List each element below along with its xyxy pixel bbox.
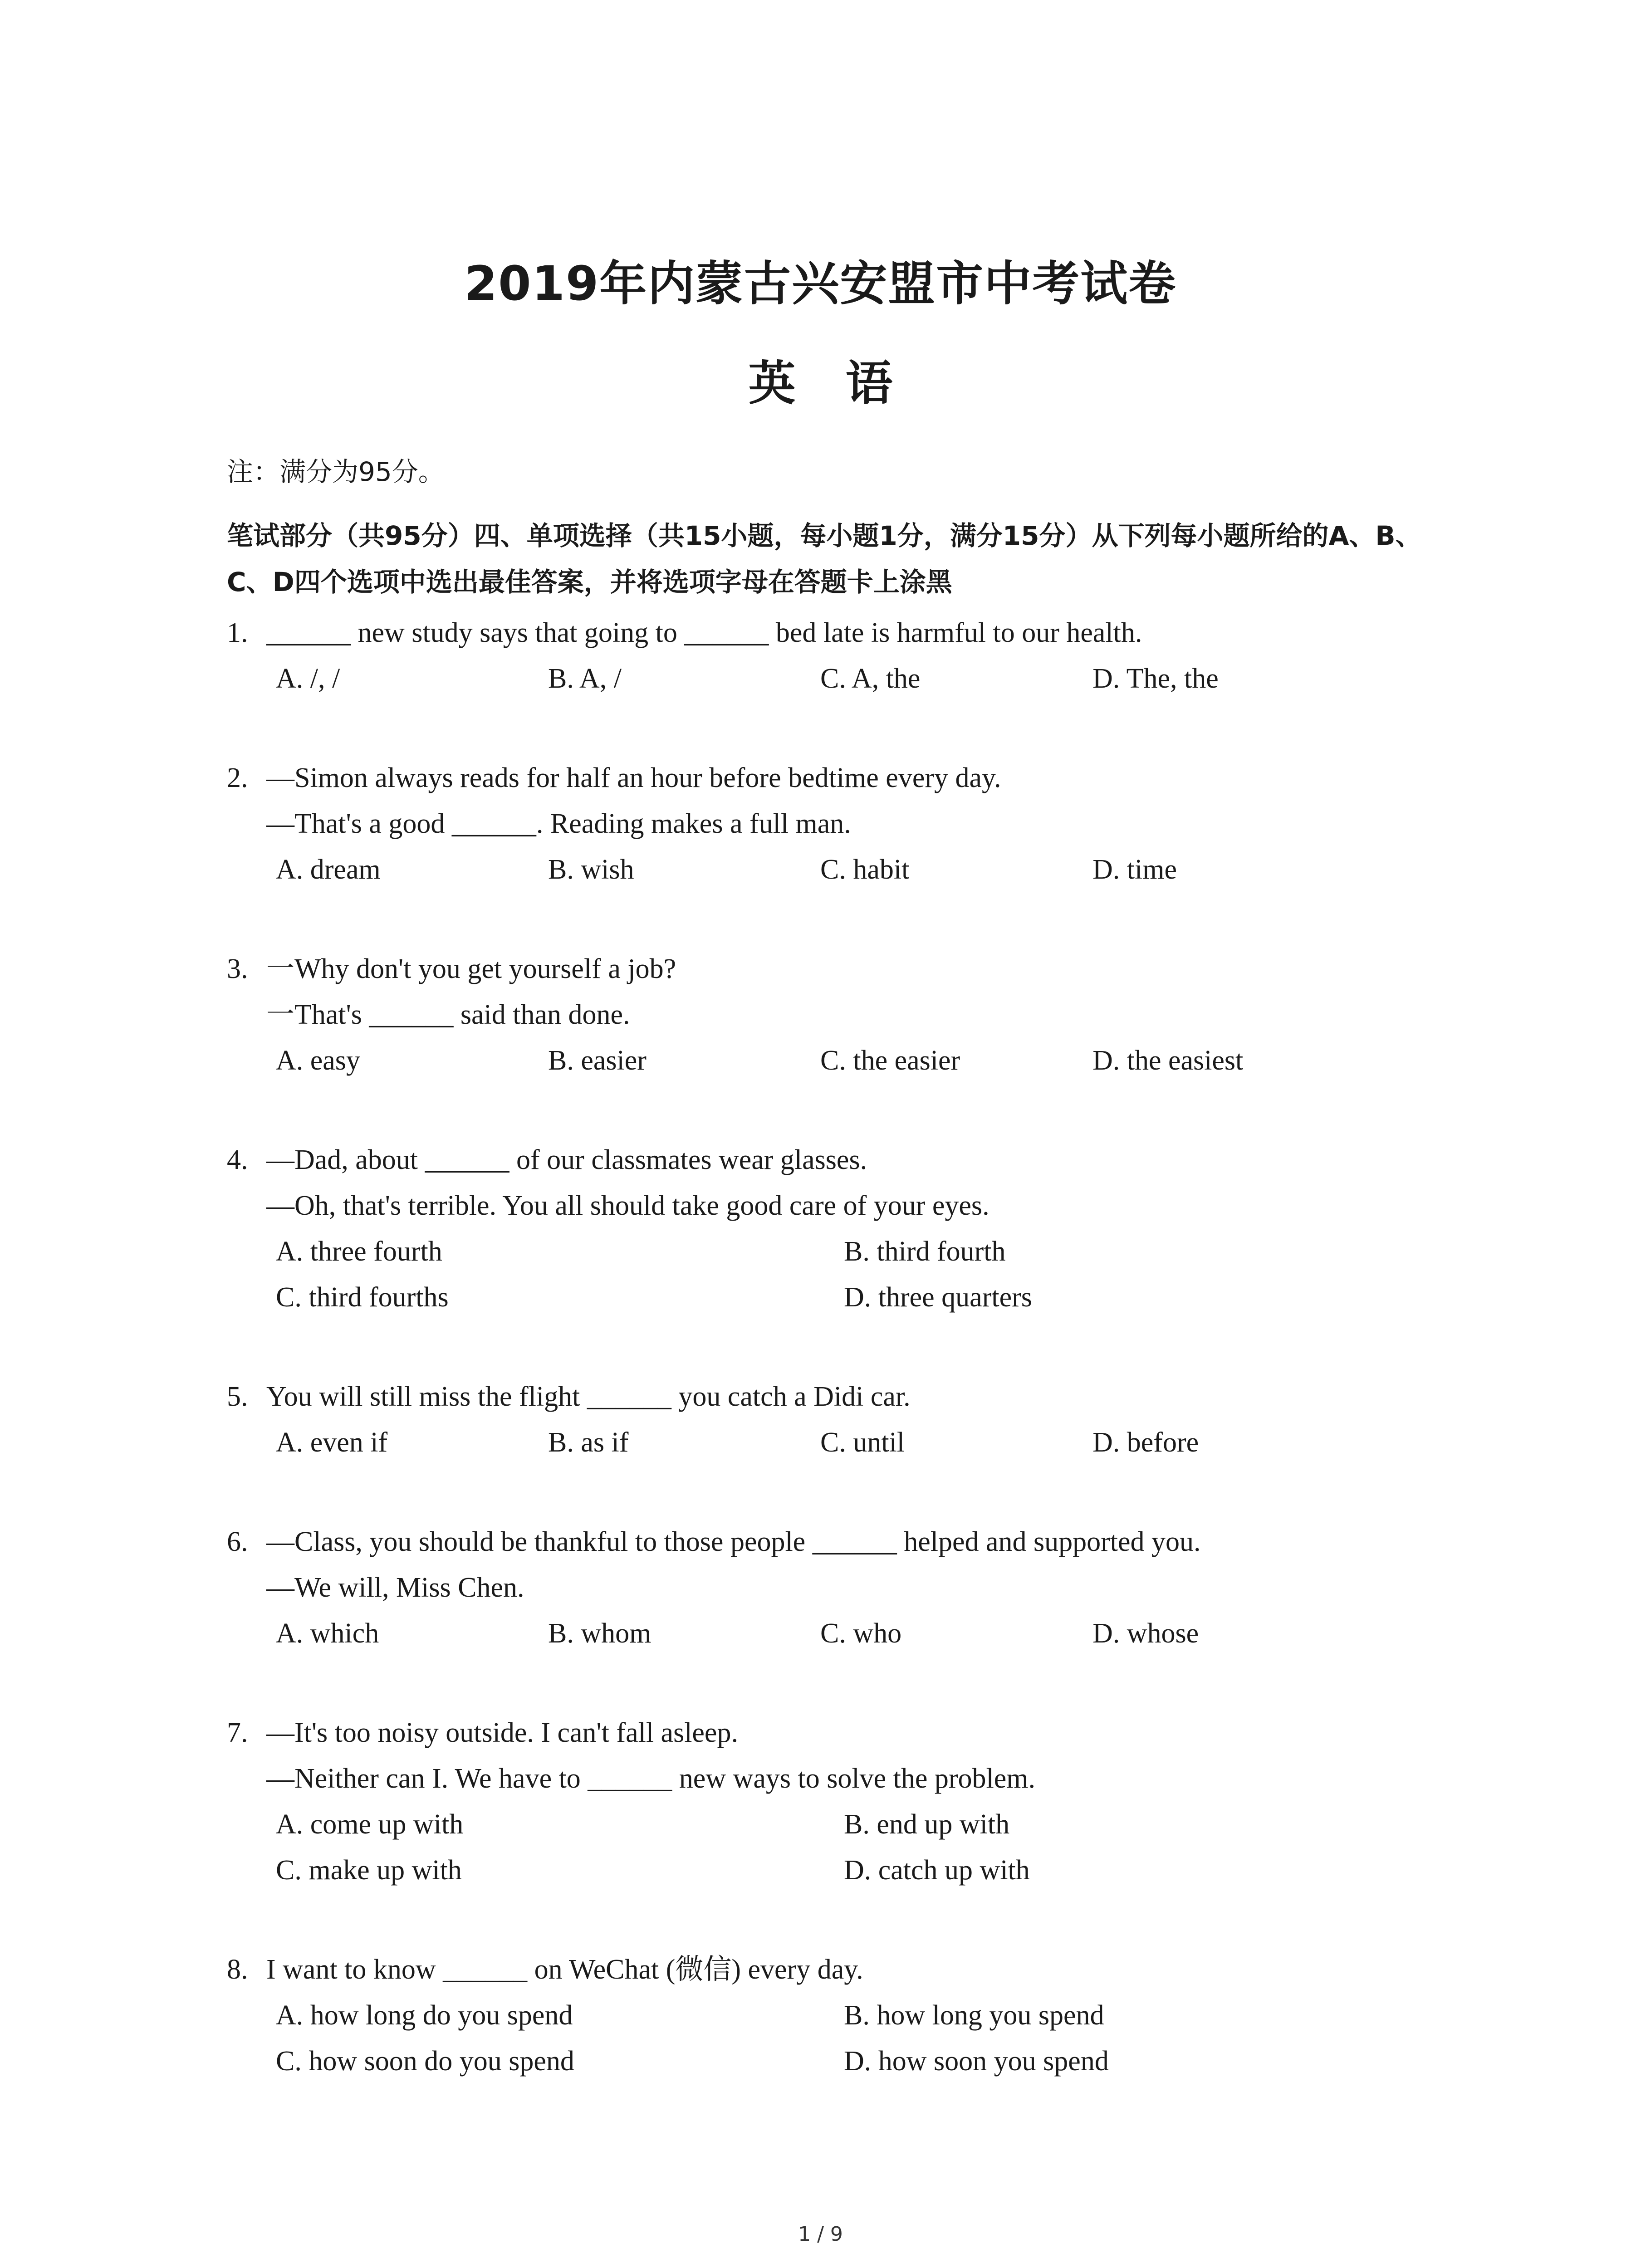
section-instruction: 笔试部分（共95分）四、单项选择（共15小题，每小题1分，满分15分）从下列每小题所给的A、B、C、D四个选项中选出最佳答案，并将选项字母在答题卡上涂黑 [227, 520, 1422, 597]
option-c: C. third fourths [276, 1282, 449, 1313]
option-c: C. habit [820, 854, 910, 885]
question-text: —Neither can I. We have to ______ new ways to solve the problem. [266, 1763, 1035, 1794]
question-number: 2. [227, 763, 248, 793]
option-a: A. which [276, 1618, 379, 1649]
option-b: B. how long you spend [844, 2000, 1104, 2031]
question-text: 一That's ______ said than done. [266, 999, 630, 1030]
option-c: C. who [820, 1618, 902, 1649]
option-c: C. A, the [820, 663, 921, 694]
options-row [227, 1038, 1543, 1084]
score-note: 注：满分为95分。 [227, 456, 445, 487]
options-row [227, 2038, 1543, 2084]
question-7 [227, 1710, 1543, 1893]
option-c: C. make up with [276, 1855, 462, 1886]
option-b: B. end up with [844, 1809, 1010, 1840]
question-number: 4. [227, 1144, 248, 1175]
question-6 [227, 1519, 1543, 1657]
question-line [227, 1519, 1543, 1565]
options-row [227, 1275, 1543, 1320]
option-b: B. as if [548, 1427, 629, 1458]
question-text: —We will, Miss Chen. [266, 1572, 524, 1603]
option-c: C. until [820, 1427, 905, 1458]
question-5 [227, 1374, 1543, 1466]
option-a: A. dream [276, 854, 381, 885]
option-a: A. how long do you spend [276, 2000, 573, 2031]
question-text: —That's a good ______. Reading makes a full man. [266, 808, 851, 839]
question-line [227, 1947, 1543, 1993]
question-number: 1. [227, 617, 248, 648]
question-4 [227, 1137, 1543, 1320]
option-d: D. time [1092, 854, 1177, 885]
question-text: I want to know ______ on WeChat (微信) every day. [266, 1954, 863, 1985]
option-c: C. the easier [820, 1045, 960, 1076]
option-d: D. how soon you spend [844, 2046, 1109, 2077]
option-a: A. come up with [276, 1809, 464, 1840]
options-row [227, 847, 1543, 893]
question-number: 7. [227, 1717, 248, 1748]
option-c: C. how soon do you spend [276, 2046, 574, 2077]
question-number: 3. [227, 953, 248, 984]
question-line [227, 1565, 1543, 1611]
question-line [227, 755, 1543, 801]
question-text: —Class, you should be thankful to those people ______ helped and supported you. [266, 1526, 1201, 1557]
option-a: A. /, / [276, 663, 340, 694]
question-number: 8. [227, 1954, 248, 1985]
question-text: —Dad, about ______ of our classmates wear glasses. [266, 1144, 867, 1175]
option-d: D. the easiest [1092, 1045, 1244, 1076]
question-text: —Oh, that's terrible. You all should take good care of your eyes. [266, 1190, 989, 1221]
option-b: B. A, / [548, 663, 622, 694]
options-row [227, 1848, 1543, 1893]
question-line [227, 1183, 1543, 1229]
option-b: B. third fourth [844, 1236, 1006, 1267]
question-line [227, 801, 1543, 847]
exam-title: 2019年内蒙古兴安盟市中考试卷 [464, 256, 1177, 311]
question-number: 5. [227, 1381, 248, 1412]
options-row [227, 1611, 1543, 1657]
question-list [227, 610, 1543, 2138]
page-indicator: 1 / 9 [798, 2223, 843, 2246]
question-text: —It's too noisy outside. I can't fall asleep. [266, 1717, 738, 1748]
option-a: A. three fourth [276, 1236, 442, 1267]
question-line [227, 610, 1543, 656]
question-text: —Simon always reads for half an hour before bedtime every day. [266, 763, 1001, 793]
question-1 [227, 610, 1543, 702]
option-d: D. whose [1092, 1618, 1199, 1649]
option-d: D. before [1092, 1427, 1199, 1458]
question-line [227, 946, 1543, 992]
question-line [227, 1710, 1543, 1756]
option-b: B. whom [548, 1618, 652, 1649]
options-row [227, 1993, 1543, 2038]
question-text: ______ new study says that going to ______ bed late is harmful to our health. [266, 617, 1142, 648]
options-row [227, 656, 1543, 702]
option-d: D. catch up with [844, 1855, 1030, 1886]
question-3 [227, 946, 1543, 1084]
question-text: 一Why don't you get yourself a job? [266, 953, 676, 984]
option-a: A. easy [276, 1045, 360, 1076]
question-line [227, 992, 1543, 1038]
question-8 [227, 1947, 1543, 2084]
option-d: D. The, the [1092, 663, 1219, 694]
options-row [227, 1229, 1543, 1275]
question-2 [227, 755, 1543, 893]
options-row [227, 1802, 1543, 1848]
question-line [227, 1374, 1543, 1420]
option-a: A. even if [276, 1427, 388, 1458]
options-row [227, 1420, 1543, 1466]
option-b: B. wish [548, 854, 634, 885]
question-number: 6. [227, 1526, 248, 1557]
question-text: You will still miss the flight ______ you catch a Didi car. [266, 1381, 911, 1412]
subject-title: 英语 [748, 356, 943, 411]
option-d: D. three quarters [844, 1282, 1032, 1313]
question-line [227, 1137, 1543, 1183]
question-line [227, 1756, 1543, 1802]
option-b: B. easier [548, 1045, 647, 1076]
